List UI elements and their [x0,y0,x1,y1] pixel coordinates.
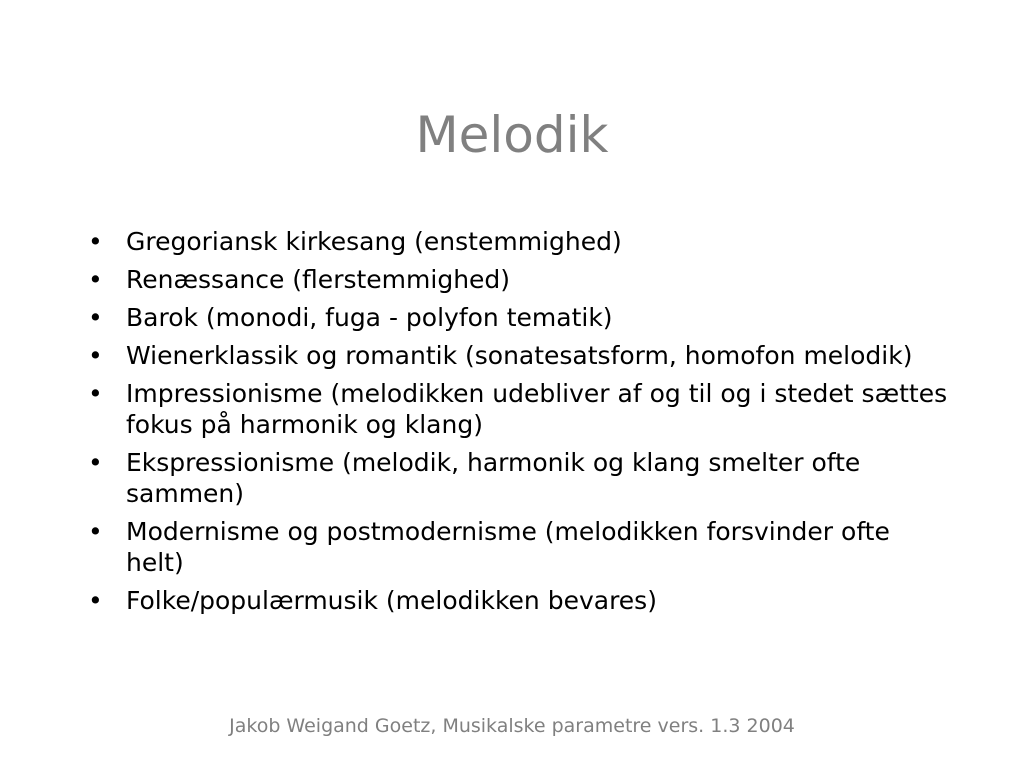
bullet-item [88,302,948,333]
slide-footer: Jakob Weigand Goetz, Musikalske parametre vers. 1.3 2004 [229,715,795,737]
bullet-item [88,226,948,257]
bullet-text: Wienerklassik og romantik (sonatesatsform, homofon melodik) [126,341,913,370]
bullet-icon: • [88,303,103,332]
bullet-text: Renæssance (flerstemmighed) [126,265,511,294]
bullet-list [88,226,948,623]
bullet-text: Barok (monodi, fuga - polyfon tematik) [126,303,613,332]
bullet-icon: • [88,265,103,294]
bullet-item [88,447,948,509]
bullet-item [88,516,948,578]
bullet-text: Folke/populærmusik (melodikken bevares) [126,586,657,615]
bullet-text: Modernisme og postmodernisme (melodikken forsvinder ofte helt) [126,517,890,577]
bullet-item [88,340,948,371]
bullet-icon: • [88,379,103,408]
bullet-item [88,264,948,295]
slide-title: Melodik [415,106,609,164]
bullet-icon: • [88,341,103,370]
bullet-item [88,378,948,440]
bullet-icon: • [88,517,103,546]
bullet-icon: • [88,227,103,256]
bullet-icon: • [88,448,103,477]
bullet-text: Impressionisme (melodikken udebliver af og til og i stedet sættes fokus på harmonik og klang) [126,379,948,439]
bullet-icon: • [88,586,103,615]
bullet-text: Ekspressionisme (melodik, harmonik og klang smelter ofte sammen) [126,448,861,508]
bullet-item [88,585,948,616]
bullet-text: Gregoriansk kirkesang (enstemmighed) [126,227,622,256]
